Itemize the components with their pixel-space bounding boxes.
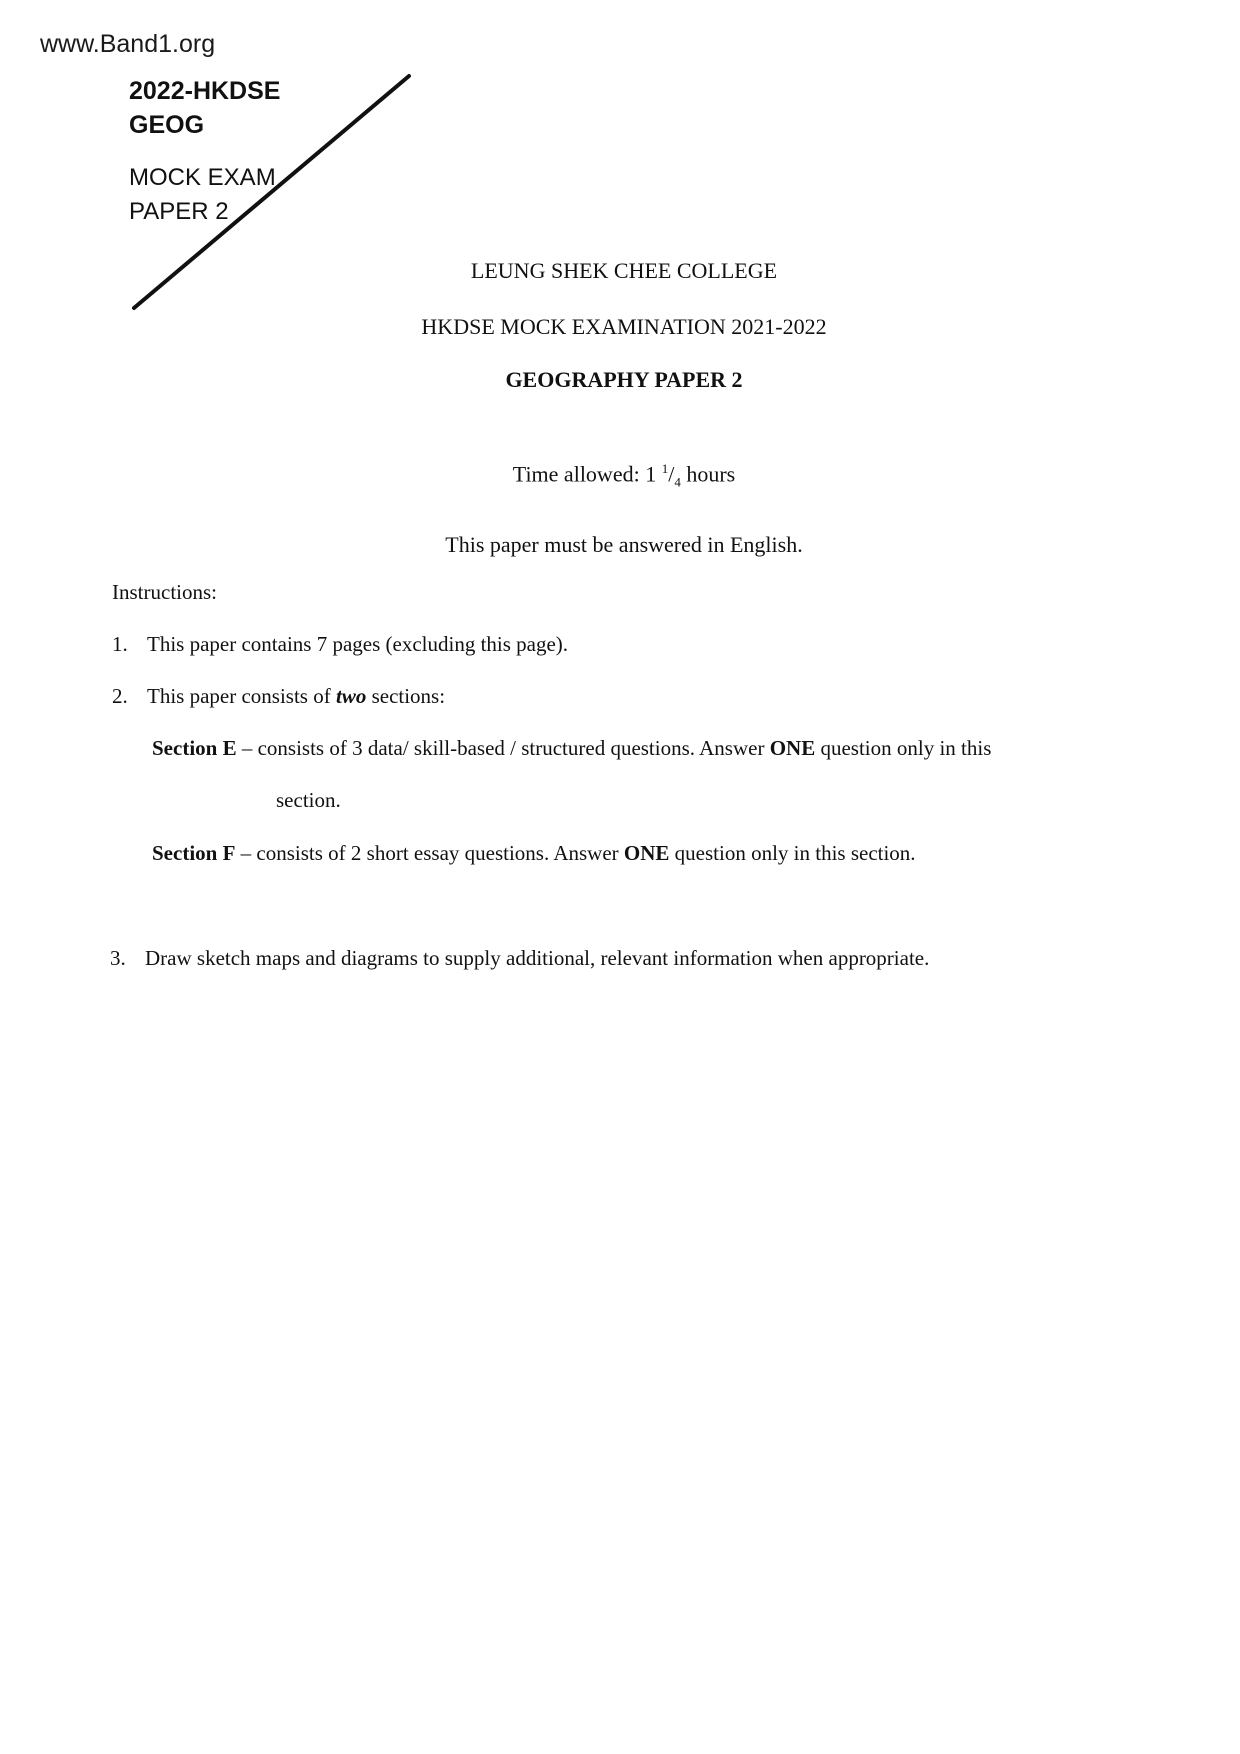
instruction-2-number: 2. (112, 684, 128, 708)
time-fraction-slash: / (668, 461, 675, 487)
instruction-2-text (147, 684, 445, 709)
time-fraction-denominator: 4 (674, 474, 681, 490)
section-f-emphasis: ONE (623, 841, 670, 865)
section-e-text-before: – consists of 3 data/ skill-based / structured questions. Answer (236, 736, 770, 760)
section-e-label: Section E (152, 736, 237, 760)
instruction-3-number: 3. (110, 946, 126, 970)
instruction-1-text: This paper contains 7 pages (excluding this page). (147, 632, 569, 656)
stamp-paper-label: PAPER 2 (129, 198, 229, 225)
college-name: LEUNG SHEK CHEE COLLEGE (470, 258, 778, 283)
stamp-year-label: 2022-HKDSE (129, 77, 281, 105)
section-e-continuation: section. (276, 788, 341, 812)
section-f-text-before: – consists of 2 short essay questions. Answer (235, 841, 624, 865)
time-suffix: hours (680, 461, 736, 487)
exam-title: HKDSE MOCK EXAMINATION 2021-2022 (421, 314, 827, 339)
time-allowed (0, 461, 1240, 491)
section-f-label: Section F (152, 841, 236, 865)
instruction-3-text: Draw sketch maps and diagrams to supply additional, relevant information when appropriate. (145, 946, 930, 970)
section-e-description (152, 736, 991, 761)
instruction-1-number: 1. (112, 632, 128, 656)
time-fraction-numerator: 1 (661, 461, 669, 476)
time-prefix: Time allowed: 1 (512, 461, 662, 487)
paper-title: GEOGRAPHY PAPER 2 (505, 367, 743, 392)
section-f-text-after: question only in this section. (669, 841, 916, 865)
diagonal-strike-line (0, 0, 1240, 400)
instructions-heading: Instructions: (112, 580, 217, 604)
instruction-2-text-after: sections: (366, 684, 446, 708)
stamp-subject-label: GEOG (129, 111, 205, 139)
website-watermark: www.Band1.org (40, 30, 216, 58)
section-e-emphasis: ONE (769, 736, 816, 760)
section-e-text-after: question only in this (815, 736, 992, 760)
instruction-2-text-before: This paper consists of (147, 684, 336, 708)
instruction-2-emphasis: two (335, 684, 367, 708)
section-f-description (152, 841, 916, 866)
stamp-exam-label: MOCK EXAM (129, 164, 276, 191)
language-note: This paper must be answered in English. (445, 532, 803, 557)
